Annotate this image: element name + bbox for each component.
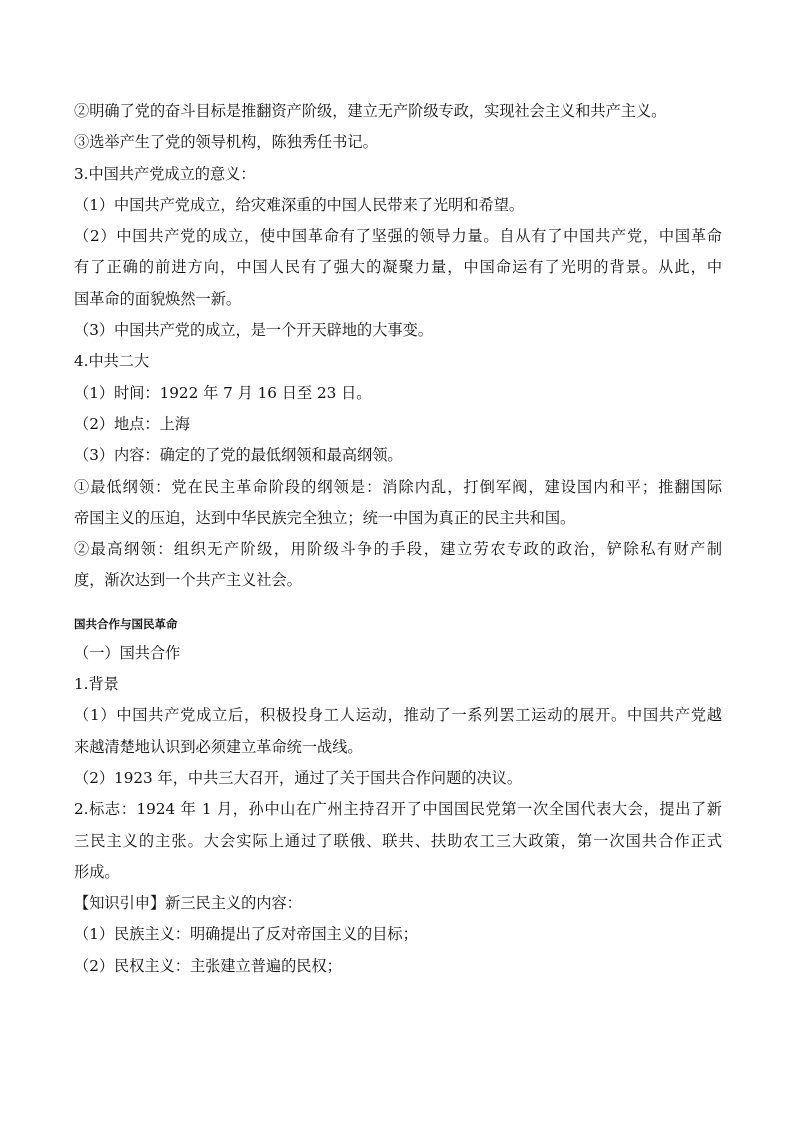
text-line: 1.背景 [74, 675, 119, 694]
text-block-2 [74, 315, 722, 471]
section-title: 国共合作与国民革命 [74, 616, 178, 631]
paragraph-significance-2 [74, 221, 722, 315]
text-line: （2）民权主义：主张建立普遍的民权； [74, 956, 342, 975]
text-line: 帝国主义的压迫，达到中华民族完全独立；统一中国为真正的民主共和国。 [74, 508, 576, 527]
paragraph-background-1 [74, 700, 722, 763]
text-line: ②明确了党的奋斗目标是推翻资产阶级，建立无产阶级专政，实现社会主义和共产主义。 [74, 102, 667, 120]
text-line: 4.中共二大 [74, 352, 150, 371]
text-line: （1）民族主义：明确提出了反对帝国主义的目标； [74, 925, 418, 944]
text-line: 3.中国共产党成立的意义： [74, 164, 256, 183]
text-line: （3）内容：确定的了党的最低纲领和最高纲领。 [74, 446, 403, 465]
text-block-1 [74, 96, 722, 221]
text-line: ③选举产生了党的领导机构，陈独秀任书记。 [74, 133, 378, 152]
document-page [74, 96, 722, 982]
text-line: （2）中国共产党的成立，使中国革命有了坚强的领导力量。自从有了中国共产党，中国革命 [74, 227, 722, 246]
text-line: 有了正确的前进方向，中国人民有了强大的凝聚力量，中国命运有了光明的背景。从此，中 [74, 258, 722, 277]
text-line: （1）中国共产党成立，给灾难深重的中国人民带来了光明和希望。 [74, 195, 525, 214]
text-block-3 [74, 638, 722, 701]
text-block-4 [74, 763, 722, 794]
text-line: ①最低纲领：党在民主革命阶段的纲领是：消除内乱，打倒军阀，建设国内和平；推翻国际 [74, 477, 722, 496]
paragraph-min-program [74, 472, 722, 535]
text-line: 国革命的面貌焕然一新。 [74, 289, 242, 308]
text-block-5 [74, 888, 722, 982]
paragraph-max-program [74, 534, 722, 597]
text-line: （一）国共合作 [74, 643, 181, 662]
text-line: （3）中国共产党的成立，是一个开天辟地的大事变。 [74, 321, 433, 340]
text-line: 三民主义的主张。大会实际上通过了联俄、联共、扶助农工三大政策，第一次国共合作正式 [74, 831, 722, 850]
text-line: 形成。 [74, 862, 120, 881]
text-line: 【知识引申】新三民主义的内容： [74, 894, 302, 913]
text-line: 2.标志：1924 年 1 月，孙中山在广州主持召开了中国国民党第一次全国代表大会，提出了新 [74, 800, 722, 819]
text-line: （2）1923 年，中共三大召开，通过了关于国共合作问题的决议。 [74, 768, 523, 787]
text-line: 来越清楚地认识到必须建立革命统一战线。 [74, 737, 363, 756]
text-line: ②最高纲领：组织无产阶级，用阶级斗争的手段，建立劳农专政的政治，铲除私有财产制 [74, 540, 722, 559]
paragraph-sign [74, 794, 722, 888]
text-line: 度，渐次达到一个共产主义社会。 [74, 571, 302, 590]
text-line: （1）时间：1922 年 7 月 16 日至 23 日。 [74, 383, 372, 402]
text-line: （1）中国共产党成立后，积极投身工人运动，推动了一系列罢工运动的展开。中国共产党越 [74, 706, 722, 725]
text-line: （2）地点：上海 [74, 414, 190, 433]
